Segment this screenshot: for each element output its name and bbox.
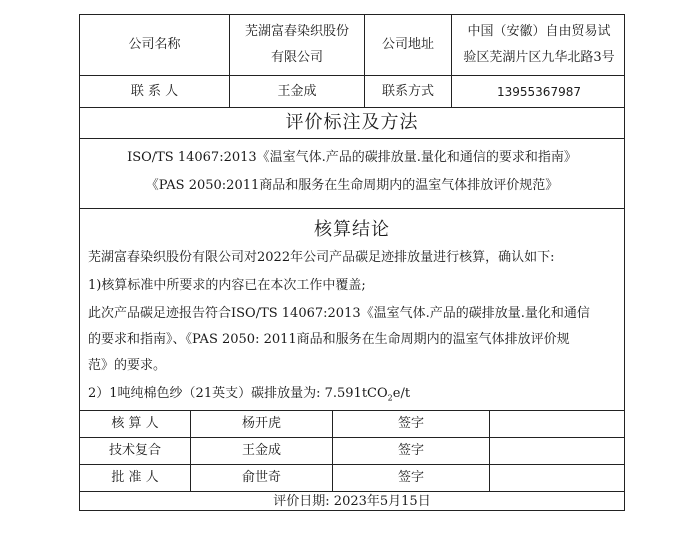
standard-pas-line: 《PAS 2050:2011商品和服务在生命周期内的温室气体排放评价规范》 (145, 178, 559, 193)
company-name-value: 芜湖富春染织股份 有限公司 (229, 15, 364, 75)
standards-title-row (80, 107, 624, 138)
conclusion-point-2: 2）1吨纯棉色纱（21英支）碳排放量为: 7.591tCO$_2$e/t (88, 386, 411, 403)
signature-name: 王金成 (190, 438, 332, 464)
contact-row (80, 75, 624, 107)
signature-name: 杨开虎 (190, 411, 332, 437)
signature-role: 批 准 人 (111, 470, 159, 485)
standards-title: 评价标注及方法 (285, 112, 419, 133)
signature-row (80, 464, 624, 491)
evaluation-form (79, 14, 625, 511)
company-address-value: 中国（安徽）自由贸易试 验区芜湖片区九华北路3号 (451, 15, 626, 75)
signature-label: 签字 (332, 438, 489, 464)
conclusion-paragraph-line-1: 此次产品碳足迹报告符合ISO/TS 14067:2013《温室气体.产品的碳排放量.量化和通信 (88, 306, 590, 321)
conclusion-section (80, 208, 624, 410)
contact-person-label: 联 系 人 (130, 83, 179, 99)
signature-label: 签字 (332, 411, 489, 437)
contact-phone-label: 联系方式 (364, 76, 451, 107)
signature-role: 核 算 人 (111, 416, 159, 431)
standard-iso-line: ISO/TS 14067:2013《温室气体.产品的碳排放量.量化和通信的要求和指南》 (127, 150, 577, 165)
signature-row (80, 410, 624, 437)
evaluation-date-row (80, 491, 624, 512)
signature-name: 俞世奇 (190, 465, 332, 491)
conclusion-paragraph-line-3: 范》的要求。 (88, 358, 167, 373)
conclusion-intro: 芜湖富春染织股份有限公司对2022年公司产品碳足迹排放量进行核算，确认如下: (88, 250, 555, 265)
contact-person-value: 王金成 (229, 76, 364, 107)
company-name-label: 公司名称 (128, 37, 181, 52)
conclusion-paragraph-line-2: 的要求和指南》、《PAS 2050: 2011商品和服务在生命周期内的温室气体排放评价规 (88, 332, 570, 347)
contact-phone-value: 13955367987 (451, 76, 626, 107)
conclusion-title: 核算结论 (314, 219, 390, 240)
signature-row (80, 437, 624, 464)
company-info-row (80, 15, 624, 75)
signature-label: 签字 (332, 465, 489, 491)
signature-field[interactable] (489, 411, 626, 437)
signature-field[interactable] (489, 465, 626, 491)
conclusion-point-1: 1)核算标准中所要求的内容已在本次工作中覆盖; (88, 278, 366, 293)
evaluation-date: 评价日期: 2023年5月15日 (273, 494, 431, 509)
signature-field[interactable] (489, 438, 626, 464)
standards-content-row (80, 138, 624, 208)
signature-role: 技术复合 (108, 443, 161, 458)
company-address-label: 公司地址 (364, 15, 451, 75)
